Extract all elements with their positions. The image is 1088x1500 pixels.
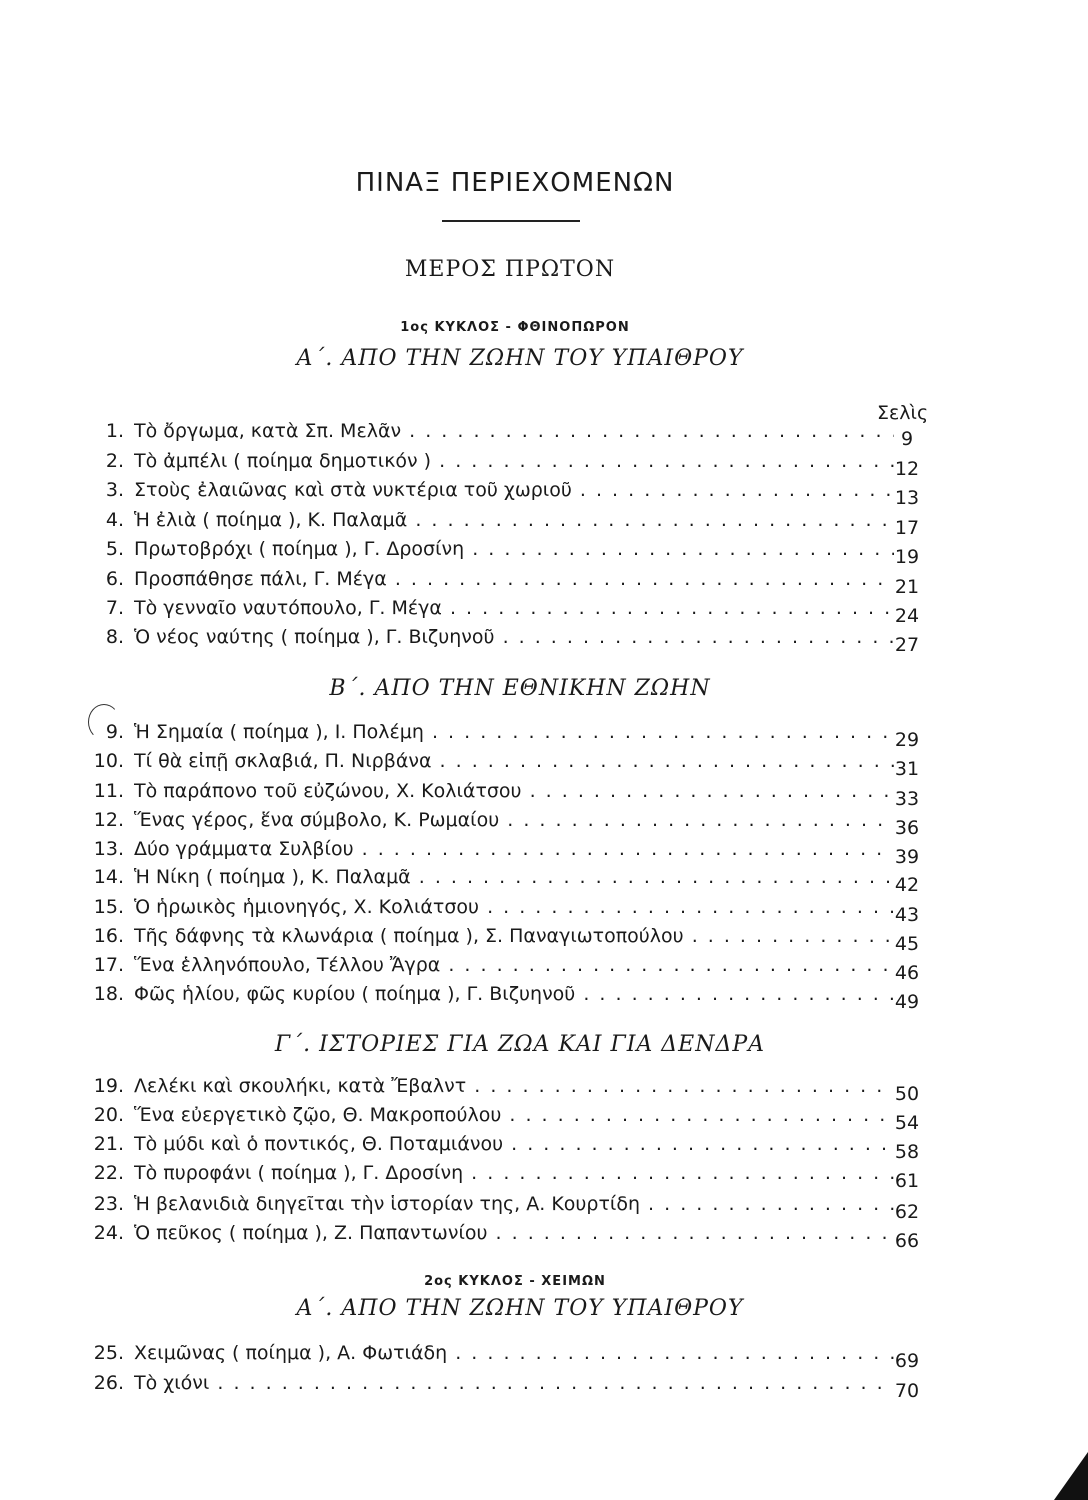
entry-page: 24 [894,605,920,627]
entry-page: 54 [894,1112,920,1134]
entry-title: Χειμῶνας ( ποίημα ), Α. Φωτιάδη . . . [134,1342,894,1364]
entry-page: 42 [894,874,920,896]
entry-number: 6. [105,568,124,590]
entry-number: 25. [93,1342,124,1364]
entry-number: 22. [93,1162,124,1184]
toc-entry [82,1075,942,1103]
toc-entry [82,721,942,749]
entry-page: 66 [894,1230,920,1252]
entry-number: 3. [105,479,124,501]
entry-title: Τὸ παράπονο τοῦ εὐζώνου, Χ. Κολιάτσου . . . [134,780,894,802]
entry-title: Στοὺς ἐλαιῶνας καὶ στὰ νυκτέρια τοῦ χωριοῦ . . . [134,479,894,501]
pages-column-label: Σελὶς [877,402,929,424]
entry-title: Λελέκι καὶ σκουλήκι, κατὰ Ἔβαλντ . . . [134,1075,894,1097]
title-divider [442,220,580,222]
entry-title: Τὸ ὄργωμα, κατὰ Σπ. Μελᾶν . . . [134,420,894,442]
entry-page: 61 [894,1170,920,1192]
toc-entry [82,866,942,894]
entry-page: 43 [894,904,920,926]
toc-entry [82,1104,942,1132]
toc-entry [82,450,942,478]
entry-title: Ὁ νέος ναύτης ( ποίημα ), Γ. Βιζυηνοῦ . . . [134,626,894,648]
entry-number: 4. [105,509,124,531]
toc-entry [82,809,942,837]
entry-page: 49 [894,991,920,1013]
entry-page: 13 [894,487,920,509]
toc-entry [82,1133,942,1161]
toc-entry [82,896,942,924]
section-heading-b: Β΄. ΑΠΟ ΤΗΝ ΕΘΝΙΚΗΝ ΖΩΗΝ [329,676,711,701]
toc-entry [82,1162,942,1190]
entry-number: 10. [93,750,124,772]
entry-page: 45 [894,933,920,955]
entry-page: 46 [894,962,920,984]
entry-title: Ἡ Σημαία ( ποίημα ), Ι. Πολέμη . . . [134,721,894,743]
entry-page: 50 [894,1083,920,1105]
cycle-heading-2: 2ος ΚΥΚΛΟΣ - ΧΕΙΜΩΝ [424,1274,606,1289]
entry-number: 24. [93,1222,124,1244]
entry-number: 8. [105,626,124,648]
entry-title: Πρωτοβρόχι ( ποίημα ), Γ. Δροσίνη . . . [134,538,894,560]
entry-title: Ὁ πεῦκος ( ποίημα ), Ζ. Παπαντωνίου . . . [134,1222,894,1244]
entry-number: 26. [93,1372,124,1394]
entry-page: 17 [894,517,920,539]
entry-number: 18. [93,983,124,1005]
entry-title: Προσπάθησε πάλι, Γ. Μέγα . . . [134,568,894,590]
entry-title: Ἡ ἐλιὰ ( ποίημα ), Κ. Παλαμᾶ . . . [134,509,894,531]
toc-entry [82,983,942,1011]
entry-title: Ἕνα ἑλληνόπουλο, Τέλλου Ἄγρα . . . [134,954,894,976]
entry-title: Ἡ Νίκη ( ποίημα ), Κ. Παλαμᾶ . . . [134,866,894,888]
entry-number: 9. [105,721,124,743]
section-heading-a2: Α΄. ΑΠΟ ΤΗΝ ΖΩΗΝ ΤΟΥ ΥΠΑΙΘΡΟΥ [296,1296,744,1321]
page-title: ΠΙΝΑΞ ΠΕΡΙΕΧΟΜΕΝΩΝ [355,168,675,198]
entry-title: Ὁ ἡρωικὸς ἡμιονηγός, Χ. Κολιάτσου . . . [134,896,894,918]
entry-page: 70 [894,1380,920,1402]
section-heading-g: Γ΄. ΙΣΤΟΡΙΕΣ ΓΙΑ ΖΩΑ ΚΑΙ ΓΙΑ ΔΕΝΔΡΑ [274,1032,766,1057]
entry-page: 36 [894,817,920,839]
entry-page: 31 [894,758,920,780]
entry-number: 11. [93,780,124,802]
entry-title: Ἕνας γέρος, ἕνα σύμβολο, Κ. Ρωμαίου . . . [134,809,894,831]
entry-page: 27 [894,634,920,656]
toc-entry [82,838,942,866]
entry-number: 1. [105,420,124,442]
toc-entry [82,626,942,654]
entry-page: 62 [894,1201,920,1223]
toc-entry [82,1342,942,1370]
entry-number: 5. [105,538,124,560]
entry-page: 69 [894,1350,920,1372]
entry-title: Τὸ γενναῖο ναυτόπουλο, Γ. Μέγα . . . [134,597,894,619]
entry-number: 2. [105,450,124,472]
entry-title: Τῆς δάφνης τὰ κλωνάρια ( ποίημα ), Σ. Παναγιωτοπούλου . . . [134,925,894,947]
toc-entry [82,568,942,596]
toc-entry [82,954,942,982]
entry-page: 29 [894,729,920,751]
entry-page: 58 [894,1141,920,1163]
entry-number: 23. [93,1193,124,1215]
toc-entry [82,1372,942,1400]
entry-title: Τὸ μύδι καὶ ὁ ποντικός, Θ. Ποταμιάνου . . . [134,1133,894,1155]
toc-entry [82,750,942,778]
entry-title: Ἕνα εὐεργετικὸ ζῷο, Θ. Μακροπούλου . . . [134,1104,894,1126]
entry-title: Τὸ ἀμπέλι ( ποίημα δημοτικόν ) . . . [134,450,894,472]
entry-number: 20. [93,1104,124,1126]
entry-number: 13. [93,838,124,860]
entry-page: 39 [894,846,920,868]
entry-number: 16. [93,925,124,947]
entry-title: Ἡ βελανιδιὰ διηγεῖται τὴν ἱστορίαν της, Α. Κουρτίδη . . . [134,1193,894,1215]
scan-corner-shadow [1054,1452,1088,1500]
entry-title: Τὸ πυροφάνι ( ποίημα ), Γ. Δροσίνη . . . [134,1162,894,1184]
section-heading-a1: Α΄. ΑΠΟ ΤΗΝ ΖΩΗΝ ΤΟΥ ΥΠΑΙΘΡΟΥ [296,346,744,371]
entry-title: Δύο γράμματα Συλβίου . . . [134,838,894,860]
entry-number: 14. [93,866,124,888]
entry-title: Τί θὰ εἰπῇ σκλαβιά, Π. Νιρβάνα . . . [134,750,894,772]
toc-entry [82,420,942,448]
entry-number: 19. [93,1075,124,1097]
entry-number: 7. [105,597,124,619]
entry-number: 12. [93,809,124,831]
toc-entry [82,597,942,625]
toc-entry [82,1222,942,1250]
toc-entry [82,1193,942,1221]
toc-entry [82,780,942,808]
toc-entry [82,538,942,566]
entry-page: 12 [894,458,920,480]
entry-number: 21. [93,1133,124,1155]
part-heading: ΜΕΡΟΣ ΠΡΩΤΟΝ [404,257,616,282]
toc-entry [82,479,942,507]
entry-page: 33 [894,788,920,810]
entry-number: 15. [93,896,124,918]
toc-entry [82,509,942,537]
entry-title: Φῶς ἡλίου, φῶς κυρίου ( ποίημα ), Γ. Βιζυηνοῦ . . . [134,983,894,1005]
entry-page: 9 [900,428,914,450]
entry-page: 19 [894,546,920,568]
entry-number: 17. [93,954,124,976]
toc-entry [82,925,942,953]
entry-title: Τὸ χιόνι . . . [134,1372,894,1394]
entry-page: 21 [894,576,920,598]
cycle-heading-1: 1ος ΚΥΚΛΟΣ - ΦΘΙΝΟΠΩΡΟΝ [400,320,630,335]
